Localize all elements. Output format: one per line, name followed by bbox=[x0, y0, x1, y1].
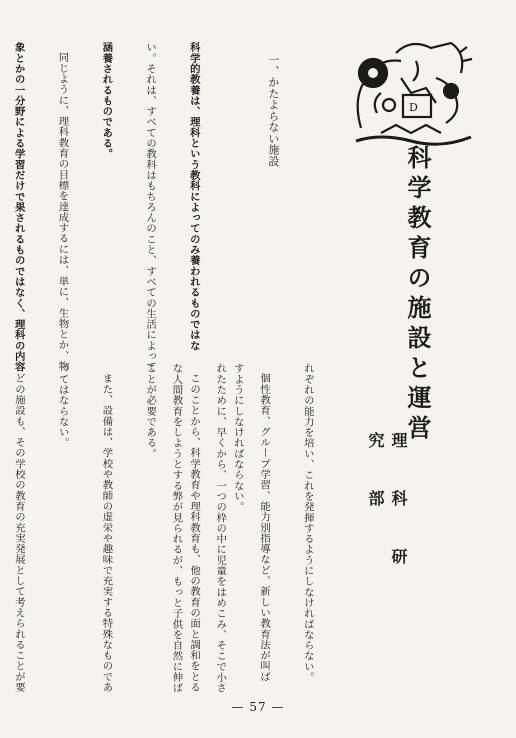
body-line: すようにしなければならない。 bbox=[231, 363, 244, 513]
page-number: — 57 — bbox=[231, 700, 285, 714]
article-byline: 理 科 研 究 部 bbox=[366, 432, 408, 606]
body-line: 科学的教養は、理科という教科によってのみ養われるものではな bbox=[187, 42, 200, 351]
body-line: どの施設も、その学校の教育の充実発展として考えられることが要 bbox=[12, 373, 25, 693]
body-line: 涵養されるものである。 bbox=[100, 42, 113, 160]
illustration-letter: D bbox=[409, 101, 418, 114]
article-title: 科学教育の施設と運営 bbox=[403, 145, 432, 445]
body-line: 同じように、理科教育の目標を達成するには、単に、生物とか、物 bbox=[56, 52, 69, 372]
body-line: ことが必要である。 bbox=[144, 363, 157, 459]
body-line: れたために、早くから、一つの枠の中に児童をはめこみ、そこで小さ bbox=[214, 363, 227, 694]
right-body-text-b bbox=[12, 363, 274, 694]
body-line: な人間教育をしようとする弊が見られるが、もっと子供を自然に伸ば bbox=[170, 363, 183, 694]
body-line: ってはならない。 bbox=[56, 363, 69, 449]
body-line: 個性教育、グループ学習、能力別指導など、新しい教育法が叫ば bbox=[258, 373, 271, 682]
section-heading: 一、かたよらない施設 bbox=[266, 54, 280, 167]
header-illustration bbox=[341, 33, 481, 153]
body-line: い。それは、すべての教科はもちろんのこと、すべての生活によって bbox=[144, 42, 157, 373]
body-line: れぞれの能力を培い、これを発揮するようにしなければならない。 bbox=[301, 363, 314, 683]
body-line: このことから、科学教育や理科教育も、他の教育の面と調和をとる bbox=[188, 373, 201, 693]
body-line: また、設備は、学校や教師の虚栄や趣味で充実する特殊なものであ bbox=[100, 373, 113, 693]
body-line: 象とかの一分野による学習だけで果されるものではなく、理科の内容 bbox=[12, 42, 25, 373]
